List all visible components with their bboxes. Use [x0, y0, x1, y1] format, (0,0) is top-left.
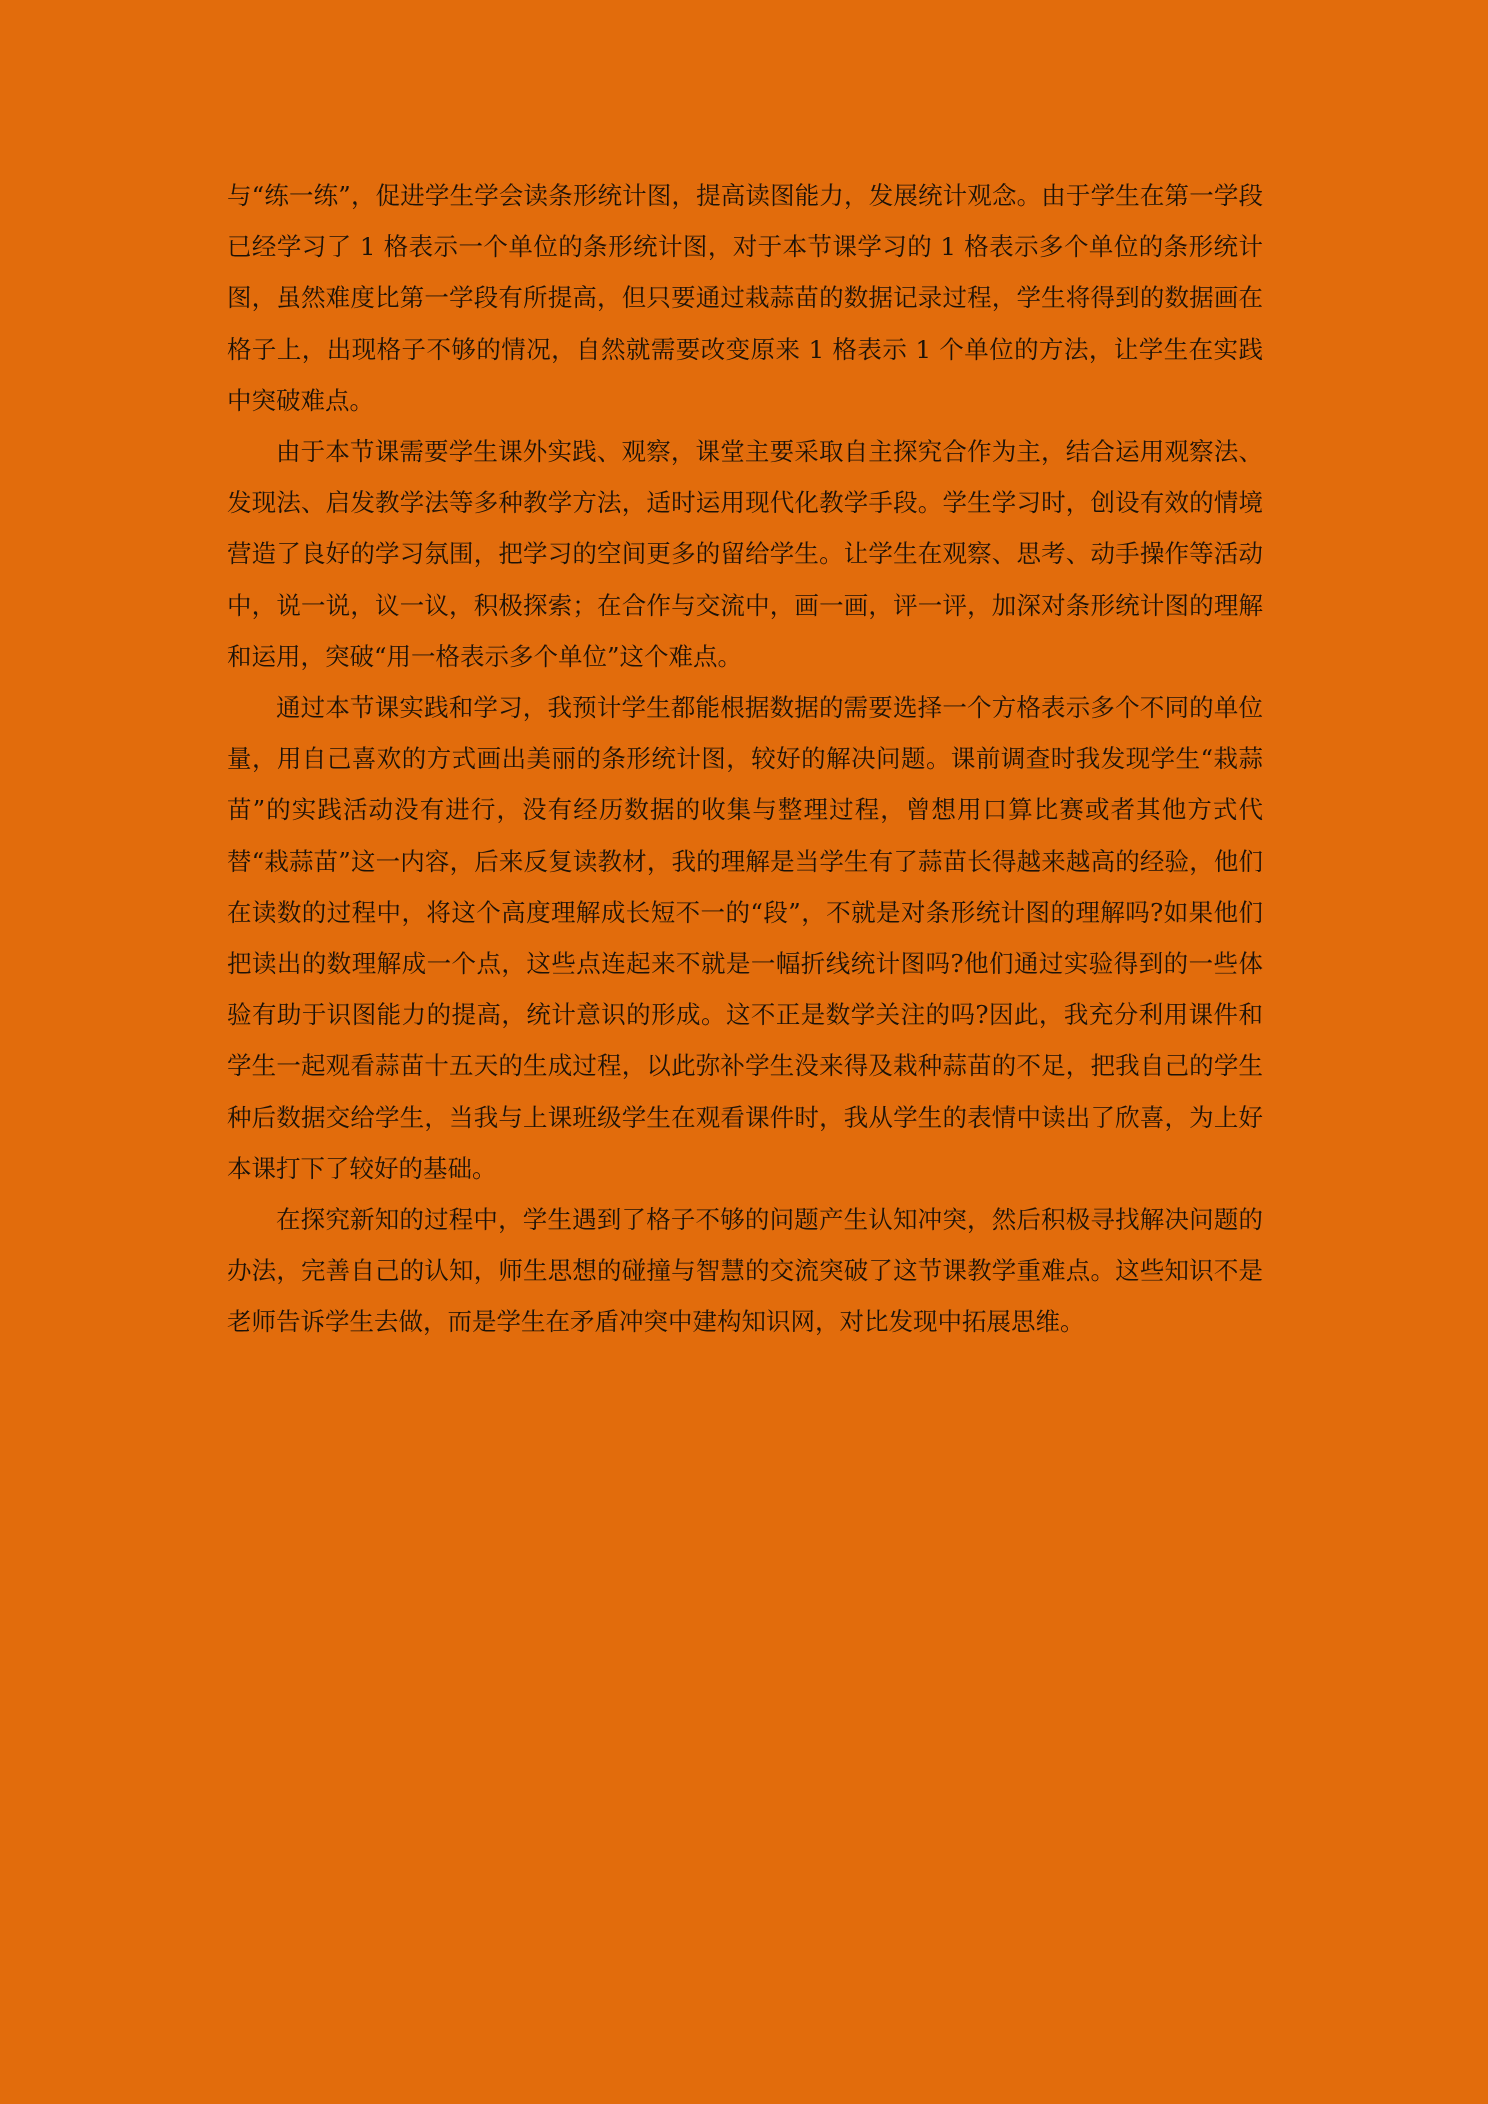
paragraph-teaching-methods: 由于本节课需要学生课外实践、观察，课堂主要采取自主探究合作为主，结合运用观察法、发现法、启发教学法等多种教学方法，适时运用现代化教学手段。学生学习时，创设有效的情境营造了良好的学习氛围，把学习的空间更多的留给学生。让学生在观察、思考、动手操作等活动中，说一说，议一议，积极探索；在合作与交流中，画一画，评一评，加深对条形统计图的理解和运用，突破“用一格表示多个单位”这个难点。 — [227, 437, 1263, 671]
document-body — [227, 170, 1263, 1348]
paragraph-exploration: 在探究新知的过程中，学生遇到了格子不够的问题产生认知冲突，然后积极寻找解决问题的办法，完善自己的认知，师生思想的碰撞与智慧的交流突破了这节课教学重难点。这些知识不是老师告诉学生去做，而是学生在矛盾冲突中建构知识网，对比发现中拓展思维。 — [227, 1205, 1263, 1337]
paragraph-continuation: 与“练一练”，促进学生学会读条形统计图，提高读图能力，发展统计观念。由于学生在第一学段已经学习了 1 格表示一个单位的条形统计图，对于本节课学习的 1 格表示多个单位的条形统计图，虽然难度比第一学段有所提高，但只要通过栽蒜苗的数据记录过程，学生将得到的数据画在格子上，出现格子不够的情况，自然就需要改变原来 1 格表示 1 个单位的方法，让学生在实践中突破难点。 — [227, 181, 1263, 415]
paragraph-practice-reflection: 通过本节课实践和学习，我预计学生都能根据数据的需要选择一个方格表示多个不同的单位量，用自己喜欢的方式画出美丽的条形统计图，较好的解决问题。课前调查时我发现学生“栽蒜苗”的实践活动没有进行，没有经历数据的收集与整理过程，曾想用口算比赛或者其他方式代替“栽蒜苗”这一内容，后来反复读教材，我的理解是当学生有了蒜苗长得越来越高的经验，他们在读数的过程中，将这个高度理解成长短不一的“段”，不就是对条形统计图的理解吗?如果他们把读出的数理解成一个点，这些点连起来不就是一幅折线统计图吗?他们通过实验得到的一些体验有助于识图能力的提高，统计意识的形成。这不正是数学关注的吗?因此，我充分利用课件和学生一起观看蒜苗十五天的生成过程，以此弥补学生没来得及栽种蒜苗的不足，把我自己的学生种后数据交给学生，当我与上课班级学生在观看课件时，我从学生的表情中读出了欣喜，为上好本课打下了较好的基础。 — [227, 693, 1263, 1183]
